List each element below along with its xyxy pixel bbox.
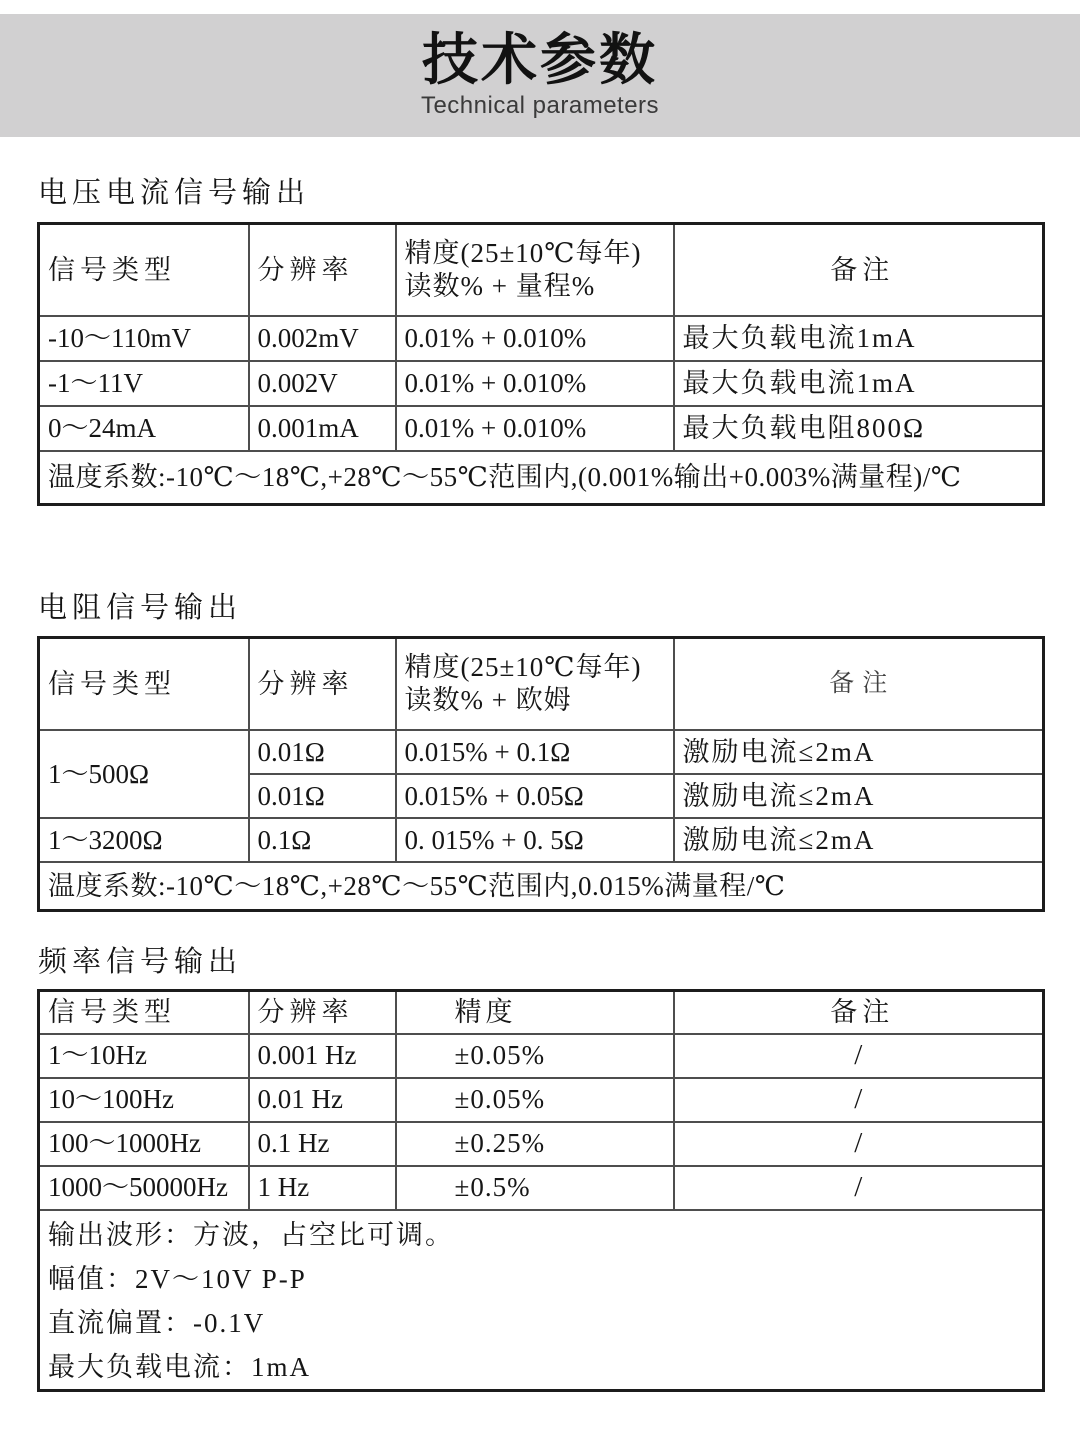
header-signal-type: 信号类型 [39, 991, 249, 1034]
cell-signal-type: -1～11V [39, 361, 249, 406]
header-remark: 备注 [674, 991, 1044, 1034]
frequency-table [37, 989, 1045, 1392]
output-waveform-notes [39, 1210, 1044, 1391]
header-resolution: 分辨率 [249, 991, 396, 1034]
voltage-current-table [37, 222, 1045, 506]
cell-remark: 最大负载电流1mA [674, 361, 1044, 406]
cell-signal-type: 10～100Hz [39, 1078, 249, 1122]
table-header-row [39, 991, 1044, 1034]
table-row [39, 818, 1044, 862]
cell-accuracy: 0.015% + 0.05Ω [396, 774, 674, 818]
page-title: 技术参数 [422, 28, 658, 92]
temperature-coefficient-note: 温度系数:-10℃～18℃,+28℃～55℃范围内,(0.001%输出+0.003%满量程)/℃ [39, 451, 1044, 505]
note-max-load-current: 最大负载电流：1mA [48, 1351, 311, 1382]
header-accuracy: 精度 [396, 991, 674, 1034]
cell-resolution: 0.01Ω [249, 774, 396, 818]
table-footer-row [39, 862, 1044, 911]
header-resolution: 分辨率 [249, 637, 396, 730]
cell-resolution: 0.1 Hz [249, 1122, 396, 1166]
header-accuracy [396, 224, 674, 316]
cell-resolution: 0.002V [249, 361, 396, 406]
table-row [39, 316, 1044, 361]
table-header-row [39, 637, 1044, 730]
header-band [0, 14, 1080, 137]
header-accuracy-line2: 读数% + 量程% [404, 270, 596, 301]
cell-accuracy: ±0.05% [396, 1034, 674, 1078]
cell-resolution: 1 Hz [249, 1166, 396, 1210]
cell-signal-type: 1～3200Ω [39, 818, 249, 862]
table-row [39, 1122, 1044, 1166]
cell-signal-type: 100～1000Hz [39, 1122, 249, 1166]
cell-accuracy: ±0.05% [396, 1078, 674, 1122]
cell-remark: / [674, 1122, 1044, 1166]
cell-accuracy: 0.01% + 0.010% [396, 316, 674, 361]
cell-remark: 激励电流≤2mA [674, 818, 1044, 862]
header-remark: 备注 [674, 224, 1044, 316]
cell-signal-type: 1～10Hz [39, 1034, 249, 1078]
cell-remark: 激励电流≤2mA [674, 730, 1044, 774]
section-title-resistance: 电阻信号输出 [38, 591, 243, 624]
cell-signal-type: 1000～50000Hz [39, 1166, 249, 1210]
cell-accuracy: ±0.25% [396, 1122, 674, 1166]
table-row [39, 361, 1044, 406]
cell-accuracy: 0.01% + 0.010% [396, 406, 674, 451]
header-accuracy-line2: 读数% + 欧姆 [404, 684, 572, 715]
cell-remark: 最大负载电阻800Ω [674, 406, 1044, 451]
cell-accuracy: 0.01% + 0.010% [396, 361, 674, 406]
header-accuracy-line1: 精度(25±10℃每年) [404, 652, 642, 683]
table-footer-row [39, 1210, 1044, 1391]
cell-signal-type: 1～500Ω [39, 730, 249, 818]
cell-remark: 激励电流≤2mA [674, 774, 1044, 818]
header-accuracy [396, 637, 674, 730]
header-resolution: 分辨率 [249, 224, 396, 316]
cell-accuracy: 0. 015% + 0. 5Ω [396, 818, 674, 862]
table-row [39, 1078, 1044, 1122]
cell-signal-type: -10～110mV [39, 316, 249, 361]
cell-resolution: 0.01Ω [249, 730, 396, 774]
table-row [39, 406, 1044, 451]
cell-remark: / [674, 1166, 1044, 1210]
cell-resolution: 0.002mV [249, 316, 396, 361]
cell-signal-type: 0～24mA [39, 406, 249, 451]
note-waveform: 输出波形：方波，占空比可调。 [48, 1219, 454, 1250]
section-title-frequency: 频率信号输出 [38, 946, 243, 978]
note-dc-offset: 直流偏置：-0.1V [48, 1307, 266, 1338]
cell-resolution: 0.001 Hz [249, 1034, 396, 1078]
header-signal-type: 信号类型 [39, 224, 249, 316]
header-accuracy-line1: 精度(25±10℃每年) [404, 238, 642, 269]
resistance-table [37, 636, 1045, 913]
section-title-voltage-current: 电压电流信号输出 [38, 177, 311, 209]
cell-resolution: 0.001mA [249, 406, 396, 451]
cell-resolution: 0.01 Hz [249, 1078, 396, 1122]
header-remark: 备注 [674, 637, 1044, 730]
cell-accuracy: ±0.5% [396, 1166, 674, 1210]
table-row [39, 730, 1044, 774]
cell-remark: 最大负载电流1mA [674, 316, 1044, 361]
cell-remark: / [674, 1078, 1044, 1122]
table-footer-row [39, 451, 1044, 505]
cell-resolution: 0.1Ω [249, 818, 396, 862]
cell-accuracy: 0.015% + 0.1Ω [396, 730, 674, 774]
cell-remark: / [674, 1034, 1044, 1078]
table-row [39, 1034, 1044, 1078]
page [0, 14, 1080, 1392]
header-signal-type: 信号类型 [39, 637, 249, 730]
page-subtitle: Technical parameters [420, 91, 660, 119]
note-amplitude: 幅值：2V～10V P-P [48, 1263, 307, 1294]
table-row [39, 1166, 1044, 1210]
table-header-row [39, 224, 1044, 316]
temperature-coefficient-note: 温度系数:-10℃～18℃,+28℃～55℃范围内,0.015%满量程/℃ [39, 862, 1044, 911]
